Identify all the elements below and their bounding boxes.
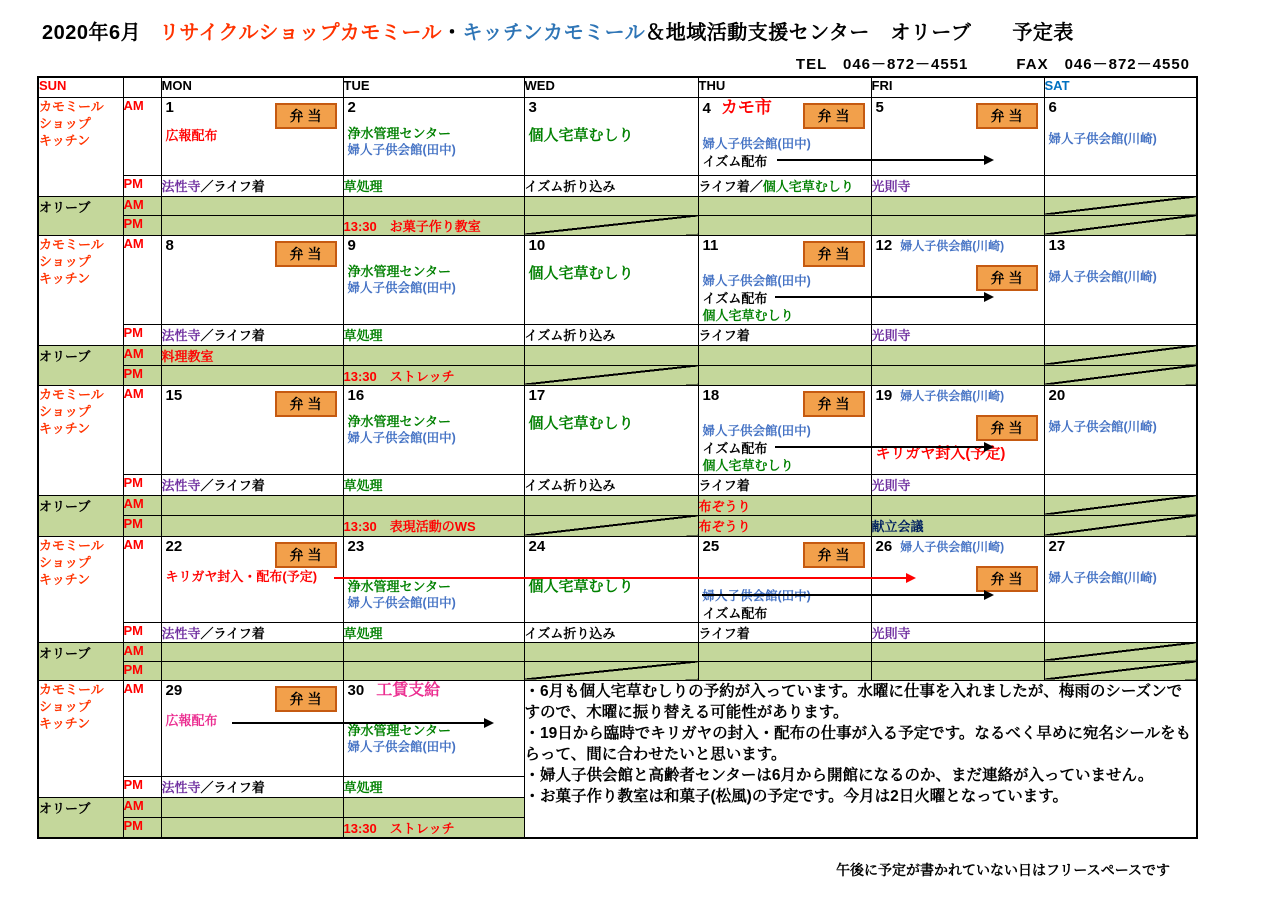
entry: 婦人子供会館(川崎) (900, 539, 1005, 554)
entry: 浄水管理センター (347, 578, 451, 594)
day-number: 22 (165, 537, 183, 555)
day-number: 19 (875, 386, 893, 404)
olive-cell (524, 345, 698, 365)
day-number: 26 (875, 537, 893, 555)
cell-jun13-am (1044, 235, 1197, 324)
day-number: 16 (347, 386, 365, 404)
cell-jun11-am (698, 235, 871, 324)
bento-badge: 弁当 (803, 542, 865, 568)
olive-cell (161, 817, 343, 838)
header-corner (123, 77, 161, 97)
red-arrow-to-friday (334, 577, 914, 579)
cell-jun19-am (871, 385, 1044, 474)
olive-cell (698, 215, 871, 235)
crossed-out-cell (1044, 515, 1197, 536)
entry: 浄水管理センター (347, 263, 451, 279)
entry: 婦人子供会館(川崎) (900, 388, 1005, 403)
olive-cell (161, 661, 343, 680)
pm-label: PM (123, 776, 161, 797)
title-kitchen-name: キッチンカモミール (462, 22, 646, 44)
day-number: 29 (165, 681, 183, 699)
pm-label: PM (123, 175, 161, 196)
arrow-to-tuesday (232, 722, 492, 724)
header-fri: FRI (871, 77, 1044, 97)
cell-jun17-am (524, 385, 698, 474)
cell-jun20-am (1044, 385, 1197, 474)
week2-olive-am-row (38, 345, 1197, 365)
header-thu: THU (698, 77, 871, 97)
week2-olive-pm-row (38, 365, 1197, 385)
title-month: 2020年6月 (42, 22, 142, 44)
week3-am-row (38, 385, 1197, 474)
arrow-to-friday (775, 446, 992, 448)
week3-olive-pm-row (38, 515, 1197, 536)
cell-jun2-pm: 草処理 (343, 175, 524, 196)
cell-jun10-pm: イズム折り込み (524, 324, 698, 345)
cell-jun15-am (161, 385, 343, 474)
schedule-table (37, 76, 1198, 839)
title-shop-name: リサイクルショップカモミール (159, 22, 442, 44)
bento-badge: 弁当 (976, 265, 1038, 291)
crossed-out-cell (524, 515, 698, 536)
cell-jun23-pm: 草処理 (343, 622, 524, 642)
olive-am-label: AM (123, 642, 161, 661)
olive-cell (161, 215, 343, 235)
day-number: 13 (1048, 236, 1066, 254)
bento-badge: 弁当 (275, 391, 337, 417)
footer-note: 午後に予定が書かれていない日はフリースペースです (835, 862, 1170, 878)
week4-olive-am-row (38, 642, 1197, 661)
day-number: 23 (347, 537, 365, 555)
crossed-out-cell (1044, 661, 1197, 680)
cell-jun1-pm: 法性寺／ライフ着 (161, 175, 343, 196)
day-number: 2 (347, 98, 356, 116)
olive-cell (524, 642, 698, 661)
cell-jun6-pm (1044, 175, 1197, 196)
olive-am-label: AM (123, 196, 161, 215)
olive-cell (698, 661, 871, 680)
crossed-out-cell (1044, 642, 1197, 661)
bento-badge: 弁当 (976, 415, 1038, 441)
am-label: AM (123, 97, 161, 175)
entry: 広報配布 (165, 127, 218, 143)
day-number: 27 (1048, 537, 1066, 555)
olive-cell (698, 365, 871, 385)
olive-entry: 13:30 ストレッチ (343, 817, 524, 838)
cell-jun29-pm: 法性寺／ライフ着 (161, 776, 343, 797)
cell-jun8-pm: 法性寺／ライフ着 (161, 324, 343, 345)
title-separator: ・ (442, 22, 463, 44)
cell-jun24-am (524, 536, 698, 622)
cell-jun8-am (161, 235, 343, 324)
entry: 婦人子供会館(川崎) (1048, 419, 1157, 434)
olive-cell (698, 196, 871, 215)
olive-cell (161, 797, 343, 817)
olive-cell (871, 642, 1044, 661)
olive-entry: 布ぞうり (698, 515, 871, 536)
day-number: 25 (702, 537, 720, 555)
cell-jun13-pm (1044, 324, 1197, 345)
entry: キリガヤ封入・配布(予定) (165, 568, 318, 584)
header-sat: SAT (1044, 77, 1197, 97)
crossed-out-cell (524, 215, 698, 235)
olive-pm-label: PM (123, 817, 161, 838)
cell-jun18-pm: ライフ着 (698, 474, 871, 495)
day-number: 30 (347, 681, 365, 699)
olive-cell (871, 196, 1044, 215)
cell-jun6-am (1044, 97, 1197, 175)
cell-jun12-am (871, 235, 1044, 324)
olive-cell (871, 345, 1044, 365)
olive-cell (524, 495, 698, 515)
bento-badge: 弁当 (275, 103, 337, 129)
olive-entry: 布ぞうり (698, 495, 871, 515)
olive-pm-label: PM (123, 365, 161, 385)
arrow-to-friday (775, 296, 992, 298)
bento-badge: 弁当 (803, 103, 865, 129)
cell-jun16-pm: 草処理 (343, 474, 524, 495)
bento-badge: 弁当 (275, 241, 337, 267)
crossed-out-cell (1044, 215, 1197, 235)
olive-entry: 献立会議 (871, 515, 1044, 536)
arrow-to-friday (777, 159, 992, 161)
title-rest: ＆地域活動支援センター オリーブ 予定表 (645, 22, 1074, 44)
cell-jun11-pm: ライフ着 (698, 324, 871, 345)
note-line: ・お菓子作り教室は和菓子(松風)の予定です。今月は2日火曜となっています。 (524, 787, 1068, 805)
week1-pm-row (38, 175, 1197, 196)
row-label-olive: オリーブ (38, 345, 123, 385)
crossed-out-cell (524, 365, 698, 385)
olive-am-label: AM (123, 495, 161, 515)
entry: 婦人子供会館(田中) (347, 739, 456, 754)
cell-jun25-pm: ライフ着 (698, 622, 871, 642)
olive-cell (698, 345, 871, 365)
day-number: 4 (702, 99, 711, 117)
bento-badge: 弁当 (976, 566, 1038, 592)
row-label-camomile: カモミール ショップ キッチン (38, 385, 123, 495)
olive-entry: 13:30 お菓子作り教室 (343, 215, 524, 235)
am-label: AM (123, 536, 161, 622)
olive-cell (871, 215, 1044, 235)
row-label-camomile: カモミール ショップ キッチン (38, 680, 123, 797)
olive-am-label: AM (123, 797, 161, 817)
cell-jun22-pm: 法性寺／ライフ着 (161, 622, 343, 642)
cell-jun27-am (1044, 536, 1197, 622)
cell-jun2-am (343, 97, 524, 175)
week4-pm-row (38, 622, 1197, 642)
day-number: 15 (165, 386, 183, 404)
olive-cell (161, 365, 343, 385)
olive-cell (871, 365, 1044, 385)
entry: 浄水管理センター (347, 125, 451, 141)
olive-cell (698, 642, 871, 661)
pm-label: PM (123, 474, 161, 495)
bento-badge: 弁当 (275, 686, 337, 712)
olive-pm-label: PM (123, 661, 161, 680)
week5-am-row (38, 680, 1197, 776)
row-label-olive: オリーブ (38, 642, 123, 680)
day-number: 6 (1048, 98, 1057, 116)
olive-pm-label: PM (123, 215, 161, 235)
note-line: ・6月も個人宅草むしりの予約が入っています。水曜に仕事を入れましたが、梅雨のシーズンですので、木曜に振り替える可能性があります。 (524, 682, 1183, 721)
cell-jun20-pm (1044, 474, 1197, 495)
cell-jun29-am (161, 680, 343, 776)
olive-cell (871, 661, 1044, 680)
day-number: 11 (702, 236, 719, 254)
day-number: 10 (528, 236, 546, 254)
cell-jun30-pm: 草処理 (343, 776, 524, 797)
day-number: 9 (347, 236, 356, 254)
note-line: ・婦人子供会館と高齢者センターは6月から開館になるのか、まだ連絡が入っていません。 (524, 766, 1154, 784)
olive-cell (343, 797, 524, 817)
entry: 婦人子供会館(田中) (347, 430, 456, 445)
week4-am-row (38, 536, 1197, 622)
olive-cell (161, 515, 343, 536)
entry: 個人宅草むしり (528, 126, 634, 144)
row-label-olive: オリーブ (38, 797, 123, 838)
entry: イズム配布 (702, 153, 768, 169)
cell-jun3-pm: イズム折り込み (524, 175, 698, 196)
day-number: 20 (1048, 386, 1066, 404)
week1-olive-pm-row (38, 215, 1197, 235)
entry: 個人宅草むしり (528, 577, 634, 595)
week3-pm-row (38, 474, 1197, 495)
cell-jun16-am (343, 385, 524, 474)
week2-pm-row (38, 324, 1197, 345)
cell-jun9-am (343, 235, 524, 324)
crossed-out-cell (1044, 196, 1197, 215)
entry: 婦人子供会館(田中) (347, 142, 456, 157)
olive-am-label: AM (123, 345, 161, 365)
entry: 婦人子供会館(川崎) (1048, 570, 1157, 585)
crossed-out-cell (524, 661, 698, 680)
cell-jun18-am (698, 385, 871, 474)
entry: 広報配布 (165, 712, 218, 728)
week3-olive-am-row (38, 495, 1197, 515)
entry: 婦人子供会館(川崎) (900, 238, 1005, 253)
entry: 婦人子供会館(田中) (702, 423, 811, 438)
cell-jun4-am (698, 97, 871, 175)
cell-jun9-pm: 草処理 (343, 324, 524, 345)
olive-entry: 料理教室 (161, 345, 343, 365)
day-number: 12 (875, 236, 893, 254)
cell-jun19-pm: 光則寺 (871, 474, 1044, 495)
entry: 個人宅草むしり (702, 307, 794, 323)
olive-pm-label: PM (123, 515, 161, 536)
olive-cell (343, 661, 524, 680)
cell-jun30-am (343, 680, 524, 776)
row-label-camomile: カモミール ショップ キッチン (38, 536, 123, 642)
row-label-camomile: カモミール ショップ キッチン (38, 97, 123, 196)
olive-cell (161, 196, 343, 215)
cell-jun24-pm: イズム折り込み (524, 622, 698, 642)
week2-am-row (38, 235, 1197, 324)
entry: 婦人子供会館(田中) (702, 588, 811, 603)
olive-cell (161, 495, 343, 515)
cell-jun3-am (524, 97, 698, 175)
entry: 婦人子供会館(田中) (702, 136, 811, 151)
row-label-olive: オリーブ (38, 196, 123, 235)
cell-jun5-pm: 光則寺 (871, 175, 1044, 196)
cell-jun1-am (161, 97, 343, 175)
week1-am-row (38, 97, 1197, 175)
header-tue: TUE (343, 77, 524, 97)
header-mon: MON (161, 77, 343, 97)
bento-badge: 弁当 (803, 241, 865, 267)
olive-cell (343, 345, 524, 365)
entry: 個人宅草むしり (702, 457, 794, 473)
day-number: 5 (875, 98, 884, 116)
olive-cell (343, 495, 524, 515)
event-wage-payment: 工賃支給 (376, 681, 441, 699)
olive-cell (161, 642, 343, 661)
header-sun: SUN (38, 77, 123, 97)
cell-jun26-am (871, 536, 1044, 622)
crossed-out-cell (1044, 365, 1197, 385)
cell-jun23-am (343, 536, 524, 622)
cell-jun27-pm (1044, 622, 1197, 642)
cell-jun5-am (871, 97, 1044, 175)
entry: イズム配布 (702, 290, 768, 306)
entry: 婦人子供会館(川崎) (1048, 269, 1157, 284)
olive-cell (524, 196, 698, 215)
week4-olive-pm-row (38, 661, 1197, 680)
day-number: 3 (528, 98, 537, 116)
am-label: AM (123, 385, 161, 474)
day-number: 18 (702, 386, 720, 404)
entry: 婦人子供会館(川崎) (1048, 131, 1157, 146)
event-kamo-ichi: カモ市 (720, 97, 772, 117)
header-row (38, 77, 1197, 97)
arrow-to-friday (702, 594, 992, 596)
notes-panel (524, 680, 1197, 838)
olive-entry: 13:30 ストレッチ (343, 365, 524, 385)
row-label-olive: オリーブ (38, 495, 123, 536)
entry: 婦人子供会館(田中) (702, 273, 811, 288)
crossed-out-cell (1044, 495, 1197, 515)
cell-jun26-pm: 光則寺 (871, 622, 1044, 642)
row-label-camomile: カモミール ショップ キッチン (38, 235, 123, 345)
entry: イズム配布 (702, 605, 768, 621)
cell-jun22-am (161, 536, 343, 622)
entry: 浄水管理センター (347, 413, 451, 429)
bento-badge: 弁当 (803, 391, 865, 417)
entry: 婦人子供会館(田中) (347, 280, 456, 295)
olive-entry: 13:30 表現活動のWS (343, 515, 524, 536)
day-number: 1 (165, 98, 174, 116)
entry: イズム配布 (702, 440, 768, 456)
olive-cell (343, 642, 524, 661)
cell-jun17-pm: イズム折り込み (524, 474, 698, 495)
bento-badge: 弁当 (275, 542, 337, 568)
week1-olive-am-row (38, 196, 1197, 215)
entry: 浄水管理センター (347, 722, 451, 738)
day-number: 24 (528, 537, 546, 555)
am-label: AM (123, 235, 161, 324)
pm-label: PM (123, 324, 161, 345)
cell-jun4-pm: ライフ着／個人宅草むしり (698, 175, 871, 196)
pm-label: PM (123, 622, 161, 642)
cell-jun15-pm: 法性寺／ライフ着 (161, 474, 343, 495)
entry: 個人宅草むしり (528, 414, 634, 432)
entry: 婦人子供会館(田中) (347, 595, 456, 610)
cell-jun12-pm: 光則寺 (871, 324, 1044, 345)
entry: キリガヤ封入(予定) (875, 444, 1006, 462)
entry: 個人宅草むしり (528, 264, 634, 282)
olive-cell (343, 196, 524, 215)
note-line: ・19日から臨時でキリガヤの封入・配布の仕事が入る予定です。なるべく早めに宛名シールをもらって、間に合わせたいと思います。 (524, 724, 1192, 763)
olive-cell (871, 495, 1044, 515)
bento-badge: 弁当 (976, 103, 1038, 129)
am-label: AM (123, 680, 161, 776)
day-number: 8 (165, 236, 174, 254)
day-number: 17 (528, 386, 546, 404)
cell-jun10-am (524, 235, 698, 324)
crossed-out-cell (1044, 345, 1197, 365)
page-title (42, 16, 1074, 45)
header-wed: WED (524, 77, 698, 97)
tel-fax-line: TEL 046－872－4551 FAX 046－872－4550 (795, 56, 1190, 73)
cell-jun25-am (698, 536, 871, 622)
